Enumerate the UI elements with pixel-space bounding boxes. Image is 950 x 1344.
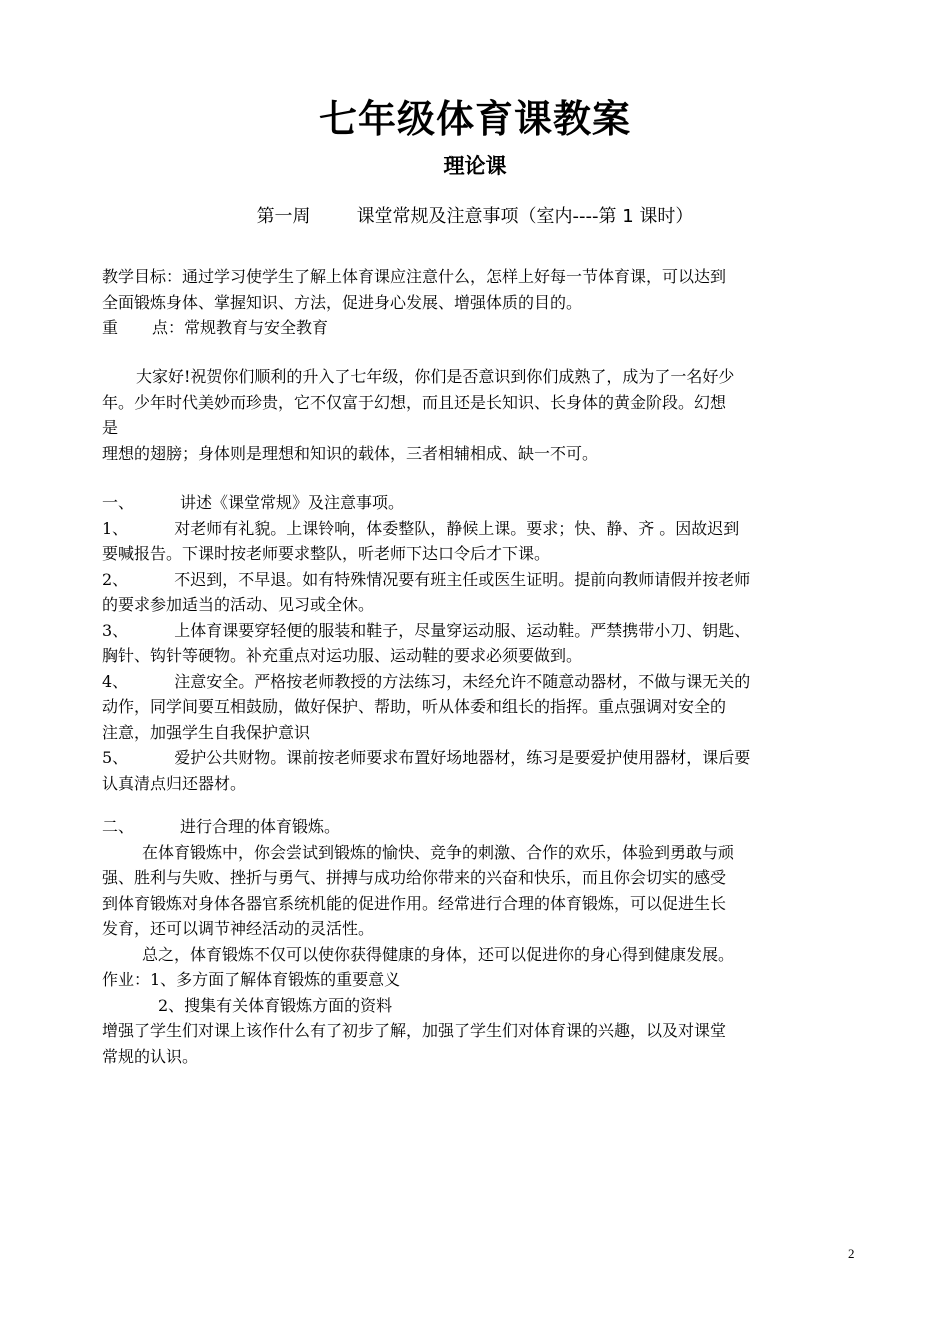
section-heading	[102, 490, 862, 516]
intro-line: 理想的翅膀；身体则是理想和知识的载体，三者相辅相成、缺一不可。	[102, 443, 599, 463]
objective-line: 教学目标：通过学习使学生了解上体育课应注意什么，怎样上好每一节体育课，可以达到	[102, 267, 727, 286]
item-number: 2、	[102, 569, 129, 589]
homework-text: 2、搜集有关体育锻炼方面的资料	[158, 995, 393, 1015]
list-item-cont: 认真清点归还器材。	[102, 773, 247, 793]
list-item	[102, 567, 862, 593]
section-number: 一、	[102, 493, 135, 512]
item-text: 对老师有礼貌。上课铃响，体委整队，静候上课。要求；快、静、齐 。因故迟到	[174, 518, 740, 538]
week-label: 第一周	[256, 206, 311, 227]
paragraph-line	[102, 942, 862, 968]
section-heading-text: 讲述《课堂常规》及注意事项。	[180, 493, 405, 512]
item-number: 1、	[102, 518, 129, 538]
list-item-cont: 注意，加强学生自我保护意识	[102, 722, 311, 742]
list-item	[102, 745, 862, 771]
summary-line: 增强了学生们对课上该作什么有了初步了解，加强了学生们对体育课的兴趣，以及对课堂	[102, 1021, 727, 1040]
focus-label: 重	[102, 318, 119, 337]
week-topic: 课堂常规及注意事项（室内----第 1 课时）	[356, 206, 694, 227]
item-number: 3、	[102, 620, 129, 640]
item-number: 5、	[102, 748, 129, 767]
week-heading	[0, 203, 950, 231]
paragraph-text: 在体育锻炼中，你会尝试到锻炼的愉快、竞争的刺激、合作的欢乐，体验到勇敢与顽	[142, 842, 735, 862]
intro-line: 年。少年时代美妙而珍贵，它不仅富于幻想，而且还是长知识、长身体的黄金阶段。幻想	[102, 392, 727, 412]
paragraph-line: 到体育锻炼对身体各器官系统机能的促进作用。经常进行合理的体育锻炼，可以促进生长	[102, 893, 727, 913]
list-item-cont: 的要求参加适当的活动、见习或全休。	[102, 595, 375, 614]
section-number: 二、	[102, 817, 135, 836]
focus-line	[102, 315, 862, 341]
intro-text: 大家好!祝贺你们顺利的升入了七年级，你们是否意识到你们成熟了，成为了一名好少	[136, 367, 735, 386]
page-subtitle: 理论课	[443, 154, 507, 178]
summary-line: 常规的认识。	[102, 1046, 199, 1066]
intro-line: 是	[102, 418, 119, 437]
item-text: 不迟到，不早退。如有特殊情况要有班主任或医生证明。提前向教师请假并按老师	[174, 569, 751, 589]
section-one	[102, 490, 862, 796]
list-item	[102, 669, 862, 695]
focus-text: 点：常规教育与安全教育	[152, 318, 329, 337]
item-text: 注意安全。严格按老师教授的方法练习，未经允许不随意动器材，不做与课无关的	[174, 671, 751, 691]
list-item-cont: 要喊报告。下课时按老师要求整队，听老师下达口令后才下课。	[102, 544, 551, 563]
list-item	[102, 516, 862, 542]
objective-line: 全面锻炼身体、掌握知识、方法，促进身心发展、增强体质的目的。	[102, 292, 583, 312]
page-number: 2	[848, 1246, 855, 1261]
list-item-cont: 胸针、钩针等硬物。补充重点对运功服、运动鞋的要求必须要做到。	[102, 646, 583, 665]
intro-block	[102, 364, 862, 466]
item-number: 4、	[102, 671, 129, 691]
page-title: 七年级体育课教案	[318, 97, 631, 141]
paragraph-line: 发育，还可以调节神经活动的灵活性。	[102, 919, 375, 938]
homework-line	[102, 993, 862, 1019]
paragraph-text: 总之，体育锻炼不仅可以使你获得健康的身体，还可以促进你的身心得到健康发展。	[142, 944, 735, 964]
section-heading-text: 进行合理的体育锻炼。	[180, 817, 341, 836]
section-heading	[102, 814, 862, 840]
section-two	[102, 814, 862, 1069]
list-item-cont: 动作，同学间要互相鼓励，做好保护、帮助，听从体委和组长的指挥。重点强调对安全的	[102, 697, 727, 716]
item-text: 爱护公共财物。课前按老师要求布置好场地器材，练习是要爱护使用器材，课后要	[174, 748, 751, 767]
paragraph-line: 强、胜利与失败、挫折与勇气、拼搏与成功给你带来的兴奋和快乐，而且你会切实的感受	[102, 868, 727, 887]
objective-block	[102, 264, 862, 341]
list-item	[102, 618, 862, 644]
homework-line: 作业：1、多方面了解体育锻炼的重要意义	[102, 970, 401, 989]
item-text: 上体育课要穿轻便的服装和鞋子，尽量穿运动服、运动鞋。严禁携带小刀、钥匙、	[174, 620, 751, 640]
intro-line	[102, 364, 862, 390]
paragraph-line	[102, 840, 862, 866]
